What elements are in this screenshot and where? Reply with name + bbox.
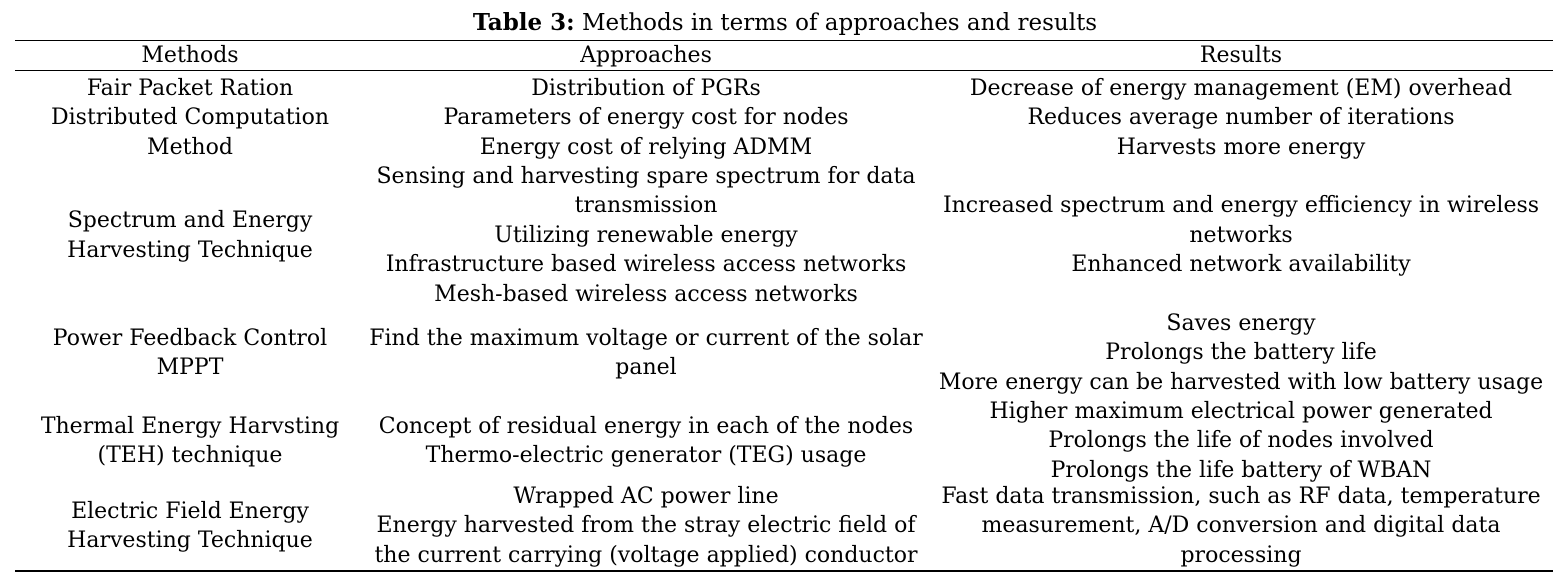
caption-label: Table 3: (472, 9, 575, 36)
results-cell (935, 162, 1547, 309)
cell-line: Power Feedback Control (52, 325, 328, 351)
cell-line: Fair Packet Ration (86, 75, 294, 101)
cell-line: processing (1180, 542, 1302, 568)
cell-line: networks (1189, 222, 1293, 248)
cell-line: the current carrying (voltage applied) conductor (374, 542, 918, 568)
cell-line: Spectrum and Energy (67, 208, 313, 234)
cell-line: MPPT (156, 355, 224, 380)
methods-cell (20, 309, 360, 397)
cell-line: transmission (574, 193, 718, 219)
cell-line: Reduces average number of iterations (1027, 105, 1455, 131)
results-cell (935, 482, 1547, 570)
cell-line: Wrapped AC power line (513, 483, 779, 509)
header-methods: Methods (141, 43, 239, 68)
approaches-cell (370, 309, 922, 397)
methods-cell (20, 74, 360, 162)
header-results: Results (1199, 43, 1283, 68)
cell-line: (TEH) technique (97, 443, 283, 468)
table-row (0, 162, 1561, 309)
cell-line: Increased spectrum and energy efficiency in wireless (942, 193, 1540, 219)
table-caption (0, 6, 1561, 40)
cell-line: Harvests more energy (1116, 134, 1366, 160)
cell-line: Method (147, 134, 233, 160)
table-row (0, 397, 1561, 485)
cell-line: Prolongs the life of nodes involved (1048, 428, 1434, 454)
cell-line: measurement, A/D conversion and digital data (981, 513, 1501, 539)
cell-line: Harvesting Technique (67, 528, 313, 553)
cell-line: Higher maximum electrical power generated (989, 398, 1493, 424)
cell-line: Sensing and harvesting spare spectrum for data (376, 164, 916, 190)
approaches-cell (370, 74, 922, 162)
cell-line: panel (615, 355, 677, 380)
header-approaches: Approaches (580, 43, 712, 68)
cell-line: Prolongs the life battery of WBAN (1050, 457, 1432, 483)
approaches-cell (370, 397, 922, 485)
cell-line: Saves energy (1166, 310, 1316, 336)
cell-line: Mesh-based wireless access networks (434, 281, 858, 307)
cell-line: Energy cost of relying ADMM (479, 134, 813, 160)
results-cell (935, 309, 1547, 397)
caption-text: Methods in terms of approaches and results (574, 10, 1098, 36)
cell-line: Parameters of energy cost for nodes (443, 105, 849, 131)
cell-line: Concept of residual energy in each of the nodes (378, 413, 914, 439)
cell-line: Distributed Computation (51, 105, 329, 131)
cell-line: Prolongs the battery life (1105, 340, 1377, 366)
cell-line: Energy harvested from the stray electric field of (376, 513, 916, 539)
methods-cell (20, 397, 360, 485)
methods-cell (20, 482, 360, 570)
methods-cell (20, 162, 360, 309)
header-rule (15, 70, 1553, 71)
cell-line: Harvesting Technique (67, 237, 313, 263)
cell-line: Find the maximum voltage or current of the solar (369, 325, 923, 351)
cell-line: Thermo-electric generator (TEG) usage (425, 443, 867, 468)
cell-line: Electric Field Energy (71, 498, 309, 524)
cell-line: More energy can be harvested with low battery usage (938, 369, 1544, 395)
cell-line: Decrease of energy management (EM) overhead (969, 75, 1513, 101)
cell-line: Utilizing renewable energy (494, 222, 798, 248)
cell-line: Infrastructure based wireless access networks (385, 252, 907, 278)
cell-line: Fast data transmission, such as RF data, temperature (941, 483, 1541, 509)
results-cell (935, 74, 1547, 162)
cell-line: Distribution of PGRs (531, 75, 761, 101)
table-row (0, 309, 1561, 397)
table-row (0, 482, 1561, 570)
table-row (0, 74, 1561, 162)
cell-line: Enhanced network availability (1071, 252, 1411, 278)
approaches-cell (370, 162, 922, 309)
table-bottom-rule (15, 570, 1553, 572)
cell-line: Thermal Energy Harvsting (40, 413, 340, 439)
results-cell (935, 397, 1547, 485)
approaches-cell (370, 482, 922, 570)
